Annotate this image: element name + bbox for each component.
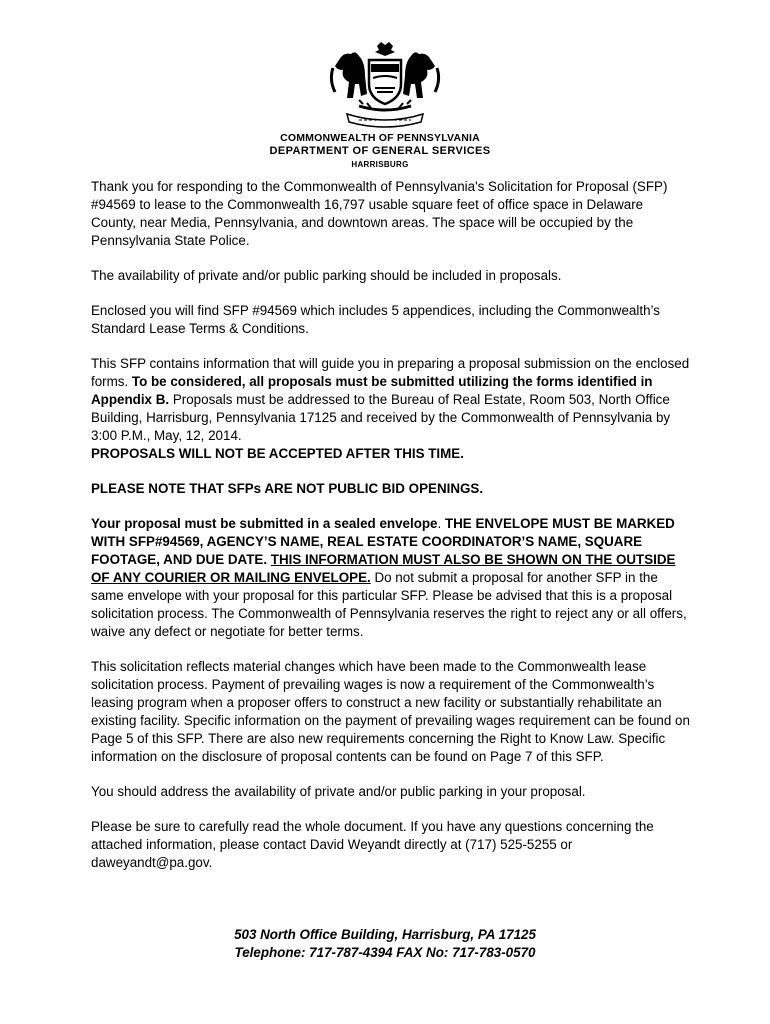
punctuation: .: [437, 516, 445, 531]
paragraph-material-changes: This solicitation reflects material changes which have been made to the Commonwealth lease solicitation process. Payment of prevailing wages is now a requirement of the Commonwealth’s leasing program when a proposer offers to construct a new facility or substantially rehabilitate an existing facility. Specific information on the payment of prevailing wages requirement can be found on Page 5 of this SFP. There are also new requirements concerning the Right to Know Law. Specific information on the disclosure of proposal contents can be found on Page 7 of this SFP.: [91, 659, 690, 764]
letterhead-department: DEPARTMENT OF GENERAL SERVICES: [269, 145, 491, 157]
footer-address: 503 North Office Building, Harrisburg, PA 17125: [234, 927, 536, 942]
letterhead-city: HARRISBURG: [351, 160, 409, 169]
paragraph-parking-note: The availability of private and/or public parking should be included in proposals.: [91, 268, 562, 283]
letterhead-commonwealth: COMMONWEALTH OF PENNSYLVANIA: [280, 132, 480, 144]
paragraph-submission-instructions: [91, 355, 691, 463]
paragraph-enclosures: Enclosed you will find SFP #94569 which includes 5 appendices, including the Commonwealth’s Standard Lease Terms & Conditions.: [91, 303, 660, 336]
paragraph-parking-address: You should address the availability of private and/or public parking in your proposal.: [91, 784, 586, 799]
footer: [150, 926, 620, 962]
paragraph-public-bid-note: PLEASE NOTE THAT SFPs ARE NOT PUBLIC BID OPENINGS.: [91, 481, 484, 496]
sealed-envelope-note: Your proposal must be submitted in a sealed envelope: [91, 516, 438, 531]
forms-requirement: To be considered, all proposals must be submitted utilizing the forms identified in Appendix B.: [91, 374, 653, 407]
footer-phone: Telephone: 717-787-4394 FAX No: 717-783-0570: [234, 945, 536, 960]
letterhead: [230, 132, 530, 171]
letter-body: [91, 178, 691, 889]
paragraph-intro: Thank you for responding to the Commonwealth of Pennsylvania's Solicitation for Proposal (SFP) #94569 to lease to the Commonwealth 16,797 usable square feet of office space in Delaware County, near Media, Pennsylvania, and downtown areas. The space will be occupied by the Pennsylvania State Police.: [91, 179, 668, 248]
paragraph-envelope-requirements: [91, 515, 691, 641]
pennsylvania-seal-icon: [325, 40, 445, 132]
paragraph-contact: Please be sure to carefully read the whole document. If you have any questions concerning the attached information, please contact David Weyandt directly at (717) 525-5255 or daweyandt@pa.gov.: [91, 819, 654, 870]
envelope-terms: Do not submit a proposal for another SFP in the same envelope with your proposal for this particular SFP. Please be advised that this is a proposal solicitation process. The Commonwealth of Pennsylvania reserves the right to reject any or all offers, waive any defect or negotiate for better terms.: [91, 570, 687, 639]
submission-text: This SFP contains information that will guide you in preparing a proposal submission on the enclosed forms.: [91, 356, 690, 389]
envelope-marking-requirement: THE ENVELOPE MUST BE MARKED WITH SFP#94569, AGENCY’S NAME, REAL ESTATE COORDINATOR’S NAME, SQUARE FOOTAGE, AND DUE DATE.: [91, 516, 675, 567]
courier-envelope-requirement: THIS INFORMATION MUST ALSO BE SHOWN ON THE OUTSIDE OF ANY COURIER OR MAILING ENVELOPE.: [91, 552, 676, 585]
submission-address-deadline: Proposals must be addressed to the Bureau of Real Estate, Room 503, North Office Building, Harrisburg, Pennsylvania 17125 and received by the Commonwealth of Pennsylvania by 3:00 P.M., May, 12, 2014.: [91, 392, 671, 443]
deadline-warning: PROPOSALS WILL NOT BE ACCEPTED AFTER THIS TIME.: [91, 446, 464, 461]
